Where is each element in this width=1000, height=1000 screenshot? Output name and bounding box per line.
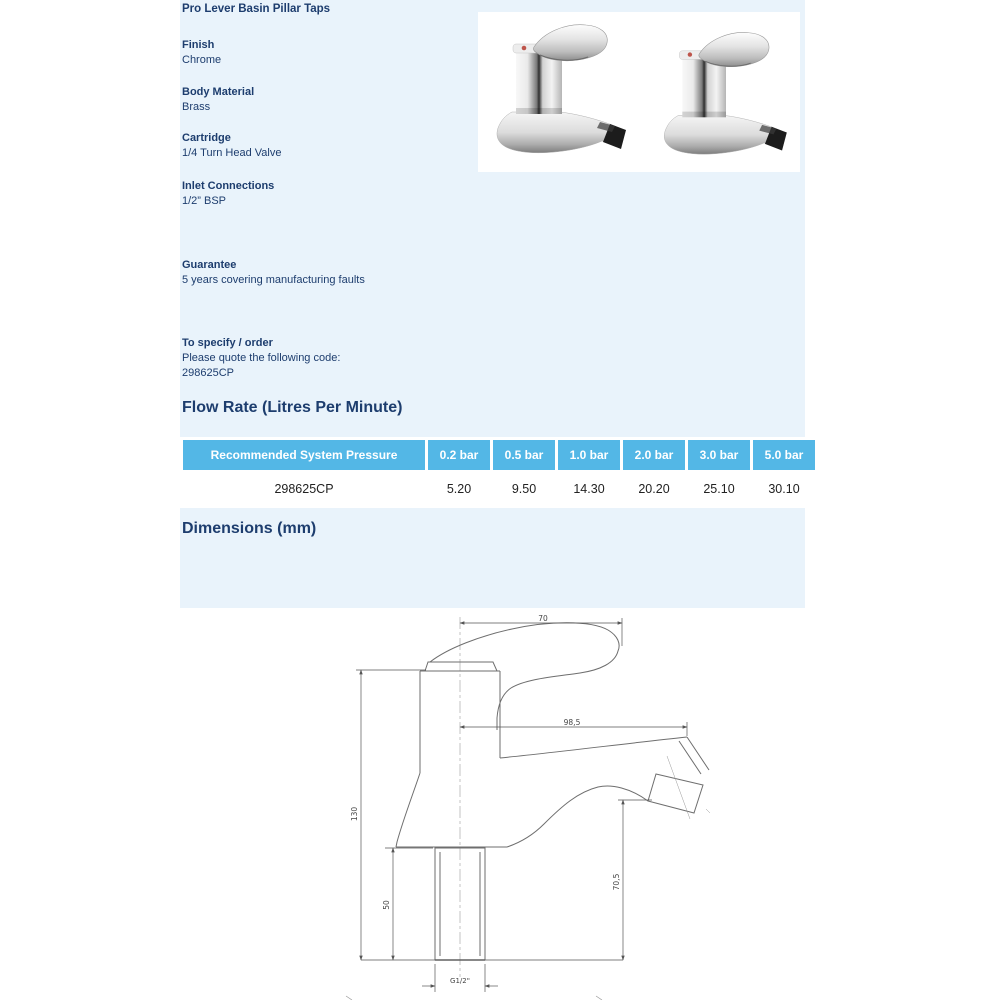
- flow-cell-value: 20.20: [623, 473, 685, 505]
- construction-lines: [667, 756, 710, 819]
- spec-cartridge-label: Cartridge: [182, 132, 231, 144]
- flow-col-header: 1.0 bar: [558, 440, 620, 470]
- spec-inlet-connections: [182, 179, 274, 209]
- flow-cell-value: 9.50: [493, 473, 555, 505]
- flow-col-header: 2.0 bar: [623, 440, 685, 470]
- spec-cartridge-value: 1/4 Turn Head Valve: [182, 147, 282, 159]
- spec-body-material-label: Body Material: [182, 86, 255, 98]
- tap-outline: [396, 623, 709, 960]
- flow-rate-heading: Flow Rate (Litres Per Minute): [182, 399, 403, 416]
- spec-finish-label: Finish: [182, 39, 215, 51]
- order-heading: To specify / order: [182, 337, 273, 349]
- flow-cell-value: 25.10: [688, 473, 750, 505]
- spec-finish: [182, 38, 221, 68]
- flow-col-header: Recommended System Pressure: [183, 440, 425, 470]
- flow-cell-value: 30.10: [753, 473, 815, 505]
- taps-photo-illustration: [478, 12, 800, 172]
- flow-col-header: 3.0 bar: [688, 440, 750, 470]
- dim-lever-width-label: 70: [538, 614, 548, 623]
- technical-drawing: [330, 612, 710, 1000]
- spec-inlet-connections-value: 1/2” BSP: [182, 195, 227, 207]
- dimension-lines: [346, 618, 687, 1000]
- tap-dimension-drawing: [330, 612, 710, 1000]
- flow-cell-value: 14.30: [558, 473, 620, 505]
- spec-guarantee: [182, 258, 365, 288]
- flow-cell-code: 298625CP: [183, 473, 425, 505]
- spec-guarantee-label: Guarantee: [182, 259, 237, 271]
- flow-cell-value: 5.20: [428, 473, 490, 505]
- page-title: Pro Lever Basin Pillar Taps: [182, 3, 331, 15]
- spec-finish-value: Chrome: [182, 54, 222, 66]
- dim-shank-length-label: 50: [382, 900, 391, 910]
- order-block: [182, 336, 340, 381]
- flow-col-header: 0.5 bar: [493, 440, 555, 470]
- spec-body-material-value: Brass: [182, 101, 211, 113]
- spec-body-material: [182, 85, 254, 115]
- dim-thread-size-label: G1/2": [450, 977, 470, 985]
- spec-inlet-connections-label: Inlet Connections: [182, 180, 275, 192]
- dim-outlet-height-label: 70,5: [612, 873, 621, 891]
- dim-total-height-label: 130: [350, 806, 359, 822]
- order-instruction: Please quote the following code:: [182, 352, 341, 364]
- spec-cartridge: [182, 131, 281, 161]
- flow-rate-table: [180, 437, 818, 508]
- order-code: 298625CP: [182, 367, 234, 379]
- dim-spout-reach-label: 98,5: [563, 718, 581, 727]
- spec-guarantee-value: 5 years covering manufacturing faults: [182, 274, 365, 286]
- flow-col-header: 0.2 bar: [428, 440, 490, 470]
- product-photo: [478, 12, 800, 172]
- dimensions-heading: Dimensions (mm): [182, 520, 317, 537]
- flow-col-header: 5.0 bar: [753, 440, 815, 470]
